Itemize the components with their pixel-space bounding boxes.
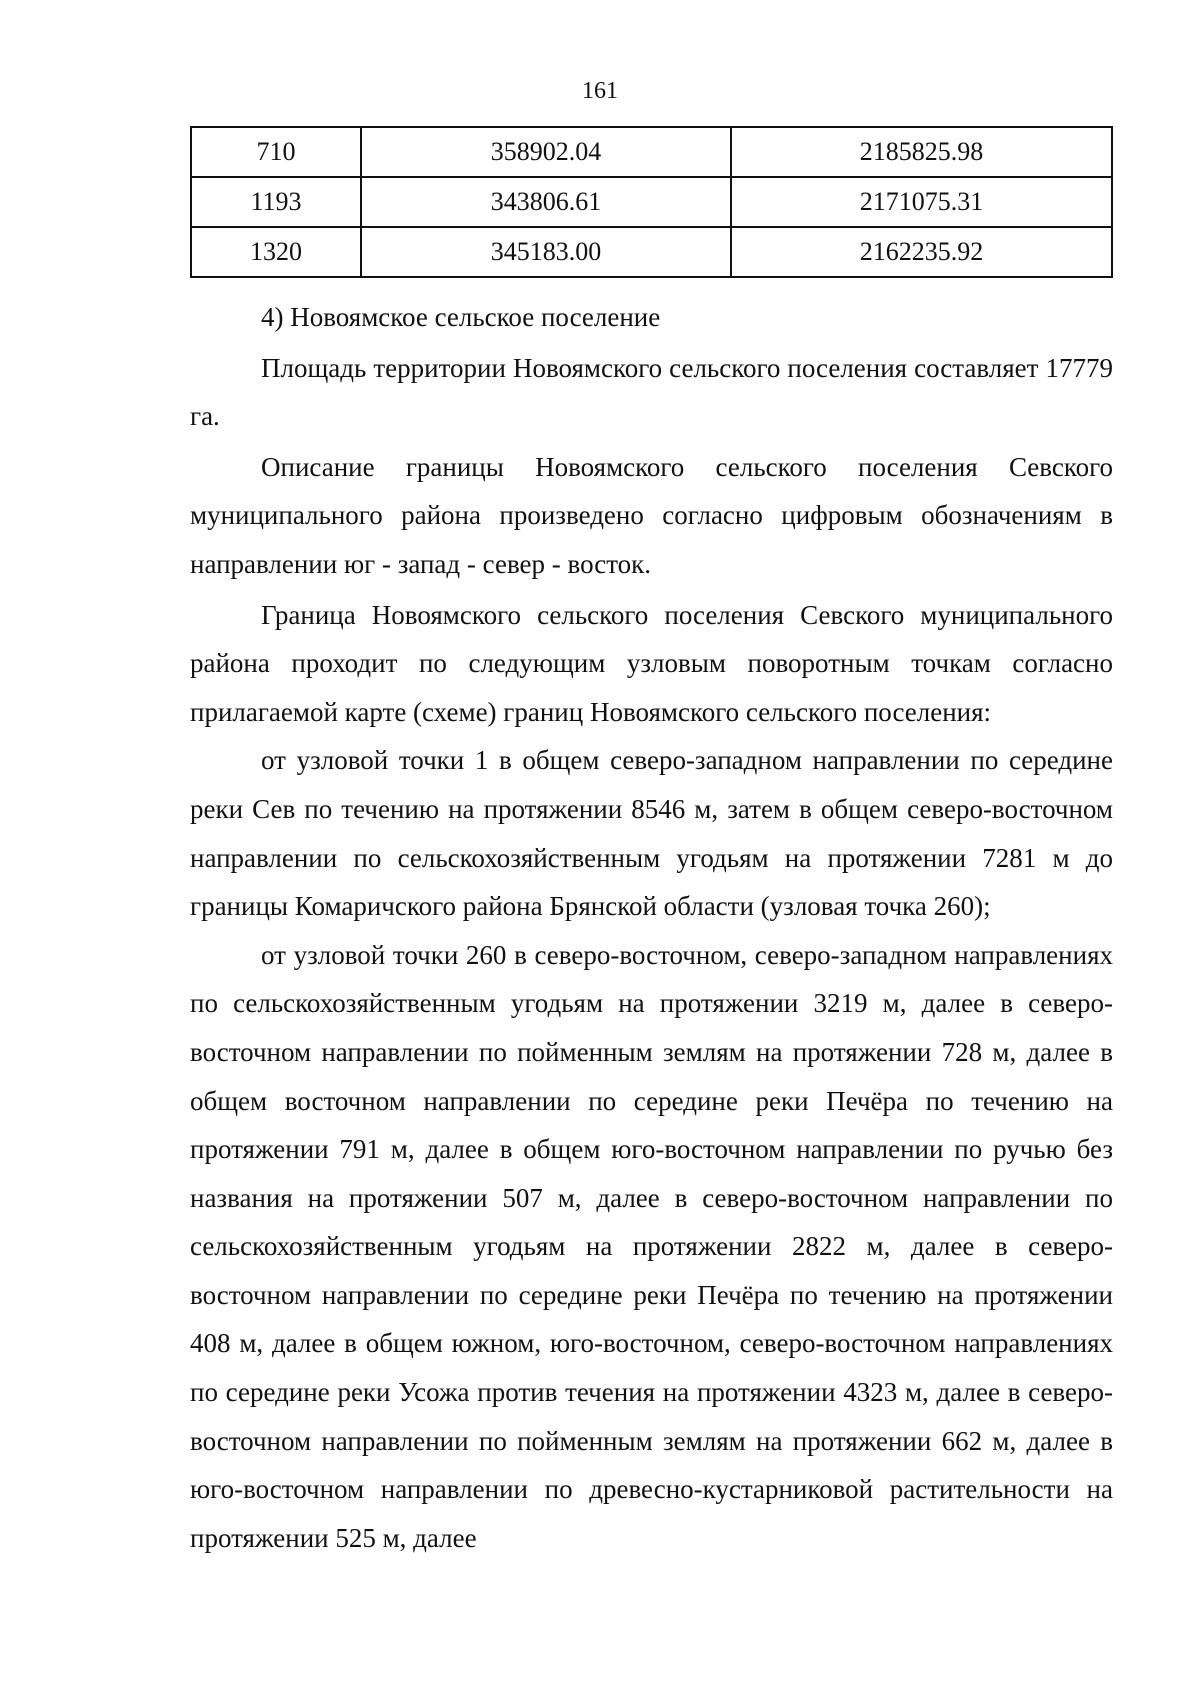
table-row [191, 227, 1112, 277]
table-cell-y: 2185825.98 [731, 127, 1112, 177]
table-cell-point: 1320 [191, 227, 361, 277]
paragraph-point-1: от узловой точки 1 в общем северо-западном направлении по середине реки Сев по течению на протяжении 8546 м, затем в общем северо-восточном направлении по сельскохозяйственным угодьям на протяжении 7281 м до границы Комаричского района Брянской области (узловая точка 260); [190, 745, 1113, 922]
table-row [191, 127, 1112, 177]
table-cell-x: 343806.61 [361, 177, 731, 227]
table-cell-x: 345183.00 [361, 227, 731, 277]
body-text [190, 293, 1113, 1562]
table-cell-y: 2171075.31 [731, 177, 1112, 227]
page-number: 161 [582, 78, 618, 104]
table-cell-point: 710 [191, 127, 361, 177]
table-cell-point: 1193 [191, 177, 361, 227]
table-row [191, 177, 1112, 227]
table-cell-x: 358902.04 [361, 127, 731, 177]
paragraph-point-260: от узловой точки 260 в северо-восточном, северо-западном направлениях по сельскохозяйственным угодьям на протяжении 3219 м, далее в северо-восточном направлении по пойменным землям на протяжении 728 м, далее в общем восточном направлении по середине реки Печёра по течению на протяжении 791 м, далее в общем юго-восточном направлении по ручью без названия на протяжении 507 м, далее в северо-восточном направлении по сельскохозяйственным угодьям на протяжении 2822 м, далее в северо-восточном направлении по середине реки Печёра по течению на протяжении 408 м, далее в общем южном, юго-восточном, северо-восточном направлениях по середине реки Усожа против течения на протяжении 4323 м, далее в северо-восточном направлении по пойменным землям на протяжении 662 м, далее в юго-восточном направлении по древесно-кустарниковой растительности на протяжении 525 м, далее [190, 939, 1113, 1553]
section-heading: 4) Новоямское сельское поселение [261, 302, 661, 332]
paragraph-area: Площадь территории Новоямского сельского поселения составляет 17779 га. [190, 352, 1113, 432]
paragraph-boundary-intro: Граница Новоямского сельского поселения Севского муниципального района проходит по следующим узловым поворотным точкам согласно прилагаемой карте (схеме) границ Новоямского сельского поселения: [190, 599, 1113, 727]
paragraph-description: Описание границы Новоямского сельского поселения Севского муниципального района произведено согласно цифровым обозначениям в направлении юг - запад - север - восток. [190, 451, 1113, 579]
table-cell-y: 2162235.92 [731, 227, 1112, 277]
coordinates-table [190, 126, 1113, 278]
